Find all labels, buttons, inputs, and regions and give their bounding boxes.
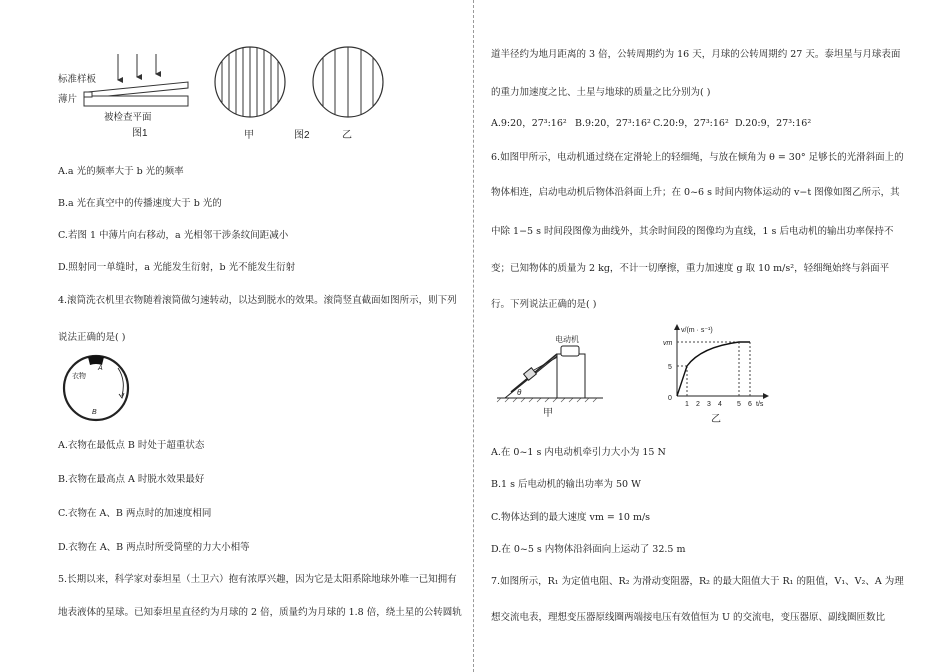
standard-plate-label: 标准样板	[58, 74, 97, 85]
q5-continued-line-1: 道半径约为地月距离的 3 倍，公转周期约为 16 天，月球的公转周期约 27 天。泰坦星与月球表面	[491, 49, 901, 60]
x-tick-4: 4	[718, 401, 722, 408]
q3-option-d: D.照射同一单缝时，a 光能发生衍射，b 光不能发生衍射	[58, 262, 296, 273]
q7-stem-line-1: 7.如图所示，R₁ 为定值电阻、R₂ 为滑动变阻器，R₂ 的最大阻值大于 R₁ 的阻值，V₁、V₂、A 为理	[491, 576, 904, 587]
q3-option-b: B.a 光在真空中的传播速度大于 b 光的	[58, 198, 222, 209]
q6-stem-line-5: 行。下列说法正确的是( )	[491, 299, 597, 310]
q4-label-clothes: 衣物	[72, 373, 86, 380]
q4-label-b: B	[92, 409, 97, 416]
x-tick-2: 2	[696, 401, 700, 408]
q6-option-d: D.在 0~5 s 内物体沿斜面向上运动了 32.5 m	[491, 544, 686, 555]
q3-option-a: A.a 光的频率大于 b 光的频率	[58, 166, 184, 177]
figure-yi-caption: 乙	[711, 414, 721, 425]
x-axis-label: t/s	[756, 401, 764, 408]
x-tick-3: 3	[707, 401, 711, 408]
q6-stem-line-4: 变；已知物体的质量为 2 kg，不计一切摩擦，重力加速度 g 取 10 m/s²，轻细绳始终与斜面平	[491, 263, 890, 274]
figure-2-fringes	[208, 44, 438, 146]
figure-jia-caption: 甲	[543, 408, 553, 419]
q7-stem-line-2: 想交流电表，理想变压器原线圈两端接电压有效值恒为 U 的交流电，变压器原、副线圈匝数比	[491, 612, 886, 623]
q4-stem-line-1: 4.滚筒洗衣机里衣物随着滚筒做匀速转动，以达到脱水的效果。滚筒竖直截面如图所示，则下列	[58, 295, 457, 306]
q5-option-a: A.9:20，27³:16²	[491, 118, 567, 129]
label-jia: 甲	[244, 130, 254, 141]
x-tick-5: 5	[737, 401, 741, 408]
q6-option-c: C.物体达到的最大速度 vm = 10 m/s	[491, 512, 651, 523]
motor-label: 电动机	[555, 335, 579, 344]
q4-drum-figure	[58, 352, 138, 424]
vm-label: vm	[663, 340, 673, 347]
figure-1-thin-film	[58, 52, 198, 144]
q5-option-c: C.20:9，27³:16²	[653, 118, 729, 129]
q4-option-c: C.衣物在 A、B 两点时的加速度相同	[58, 508, 212, 519]
q6-stem-line-3: 中除 1−5 s 时间段图像为曲线外，其余时间段的图像均为直线，1 s 后电动机的输出功率保持不	[491, 226, 894, 237]
figure-1-caption: 图1	[132, 128, 148, 139]
figure-2-caption: 图2	[294, 130, 310, 141]
q4-stem-line-2: 说法正确的是( )	[58, 332, 126, 343]
q6-stem-line-1: 6.如图甲所示，电动机通过绕在定滑轮上的轻细绳，与放在倾角为 θ = 30° 足够长的光滑斜面上的	[491, 152, 904, 163]
origin-label: 0	[668, 395, 672, 402]
q3-option-c: C.若图 1 中薄片向右移动，a 光相邻干涉条纹间距减小	[58, 230, 289, 241]
q5-continued-line-2: 的重力加速度之比、土星与地球的质量之比分别为( )	[491, 87, 711, 98]
q6-stem-line-2: 物体相连，启动电动机后物体沿斜面上升；在 0~6 s 时间内物体运动的 v−t 图像如图乙所示，其	[491, 187, 900, 198]
q4-option-d: D.衣物在 A、B 两点时所受筒壁的力大小相等	[58, 542, 250, 553]
q6-option-b: B.1 s 后电动机的输出功率为 50 W	[491, 479, 641, 490]
test-surface-label: 被检查平面	[104, 112, 152, 123]
column-divider	[473, 0, 474, 672]
q6-option-a: A.在 0~1 s 内电动机牵引力大小为 15 N	[491, 447, 666, 458]
thin-sheet-label: 薄片	[58, 94, 78, 105]
q6-figure-jia	[495, 332, 607, 420]
q4-option-a: A.衣物在最低点 B 时处于超重状态	[58, 440, 205, 451]
q6-figure-yi-vt-graph	[659, 322, 769, 432]
q4-label-a: A	[98, 365, 103, 372]
q5-stem-line-1: 5.长期以来，科学家对泰坦星（土卫六）抱有浓厚兴趣，因为它是太阳系除地球外唯一已知拥有	[58, 574, 457, 585]
q5-stem-line-2: 地表液体的星球。已知泰坦星直径约为月球的 2 倍，质量约为月球的 1.8 倍，绕土星的公转圆轨	[58, 607, 462, 618]
x-tick-1: 1	[685, 401, 689, 408]
y-tick-5: 5	[668, 364, 672, 371]
y-axis-label: v/(m · s⁻¹)	[681, 327, 713, 334]
label-yi: 乙	[342, 130, 352, 141]
theta-label: θ	[517, 388, 522, 397]
q5-option-b: B.9:20，27³:16²	[575, 118, 651, 129]
x-tick-6: 6	[748, 401, 752, 408]
q5-option-d: D.20:9，27³:16²	[735, 118, 812, 129]
q4-option-b: B.衣物在最高点 A 时脱水效果最好	[58, 474, 205, 485]
